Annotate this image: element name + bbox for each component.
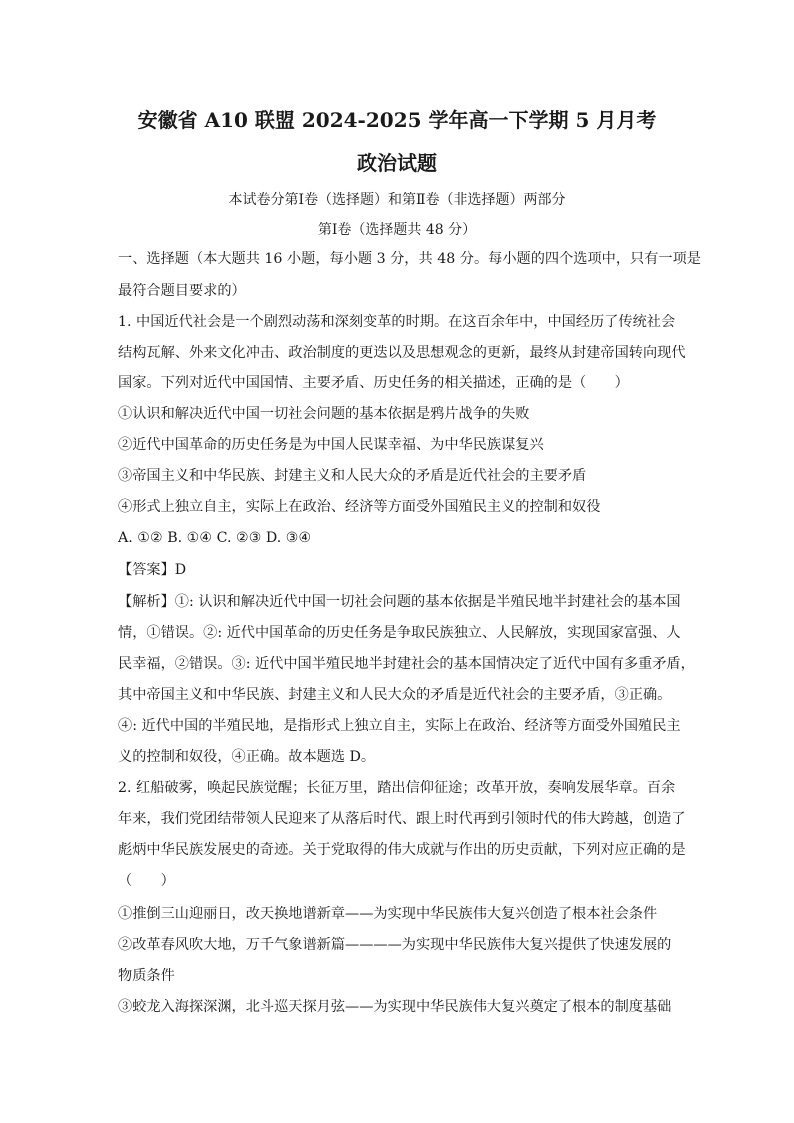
q1-explanation-line1: 【解析】①: 认识和解决近代中国一切社会问题的基本依据是半殖民地半封建社会的基本国	[118, 594, 681, 610]
document-subtitle: 政治试题	[357, 151, 437, 175]
document-title: 安徽省 A10 联盟 2024-2025 学年高一下学期 5 月月考	[137, 108, 657, 132]
intro-text: 本试卷分第Ⅰ卷（选择题）和第Ⅱ卷（非选择题）两部分	[228, 192, 566, 208]
section-heading-line1: 一、选择题（本大题共 16 小题，每小题 3 分，共 48 分。每小题的四个选项中，只有一项是	[118, 251, 701, 267]
q1-option-3: ③帝国主义和中华民族、封建主义和人民大众的矛盾是近代社会的主要矛盾	[118, 468, 587, 484]
q1-choices: A. ①② B. ①④ C. ②③ D. ③④	[118, 530, 312, 546]
q2-stem-line1: 2. 红船破雾，唤起民族觉醒；长征万里，踏出信仰征途；改革开放，奏响发展华章。百余	[118, 780, 676, 796]
q1-option-1: ①认识和解决近代中国一切社会问题的基本依据是鸦片战争的失败	[118, 406, 530, 422]
q1-option-4: ④形式上独立自主，实际上在政治、经济等方面受外国殖民主义的控制和奴役	[118, 499, 601, 515]
q2-stem-line3: 彪炳中华民族发展史的奇迹。关于党取得的伟大成就与作出的历史贡献，下列对应正确的是	[118, 842, 686, 858]
section-heading-line2: 最符合题目要求的）	[118, 283, 246, 299]
q2-option-2-line2: 物质条件	[118, 968, 175, 984]
q1-stem-line3: 国家。下列对近代中国国情、主要矛盾、历史任务的相关描述，正确的是（ ）	[118, 375, 629, 391]
q1-stem-line1: 1. 中国近代社会是一个剧烈动荡和深刻变革的时期。在这百余年中，中国经历了传统社会	[118, 314, 676, 330]
q2-option-3: ③蛟龙入海探深渊，北斗巡天探月弦——为实现中华民族伟大复兴奠定了根本的制度基础	[118, 999, 672, 1015]
q1-explanation-line4: 其中帝国主义和中华民族、封建主义和人民大众的矛盾是近代社会的主要矛盾，③正确。	[118, 687, 672, 703]
q2-option-1: ①推倒三山迎丽日，改天换地谱新章——为实现中华民族伟大复兴创造了根本社会条件	[118, 906, 658, 922]
q1-explanation-line6: 义的控制和奴役，④正确。故本题选 D。	[118, 749, 376, 765]
q2-stem-line4: （ ）	[118, 873, 175, 889]
q1-option-2: ②近代中国革命的历史任务是为中国人民谋幸福、为中华民族谋复兴	[118, 437, 544, 453]
part-heading: 第Ⅰ卷（选择题共 48 分）	[317, 222, 477, 238]
q1-explanation-line5: ④: 近代中国的半殖民地，是指形式上独立自主，实际上在政治、经济等方面受外国殖民主	[118, 718, 681, 734]
q1-explanation-line3: 民幸福，②错误。③: 近代中国半殖民地半封建社会的基本国情决定了近代中国有多重矛盾，	[118, 656, 695, 672]
q1-explanation-line2: 情，①错误。②: 近代中国革命的历史任务是争取民族独立、人民解放，实现国家富强、人	[118, 625, 681, 641]
q1-answer: 【答案】D	[118, 562, 187, 578]
q2-stem-line2: 年来，我们党团结带领人民迎来了从落后时代、跟上时代再到引领时代的伟大跨越，创造了	[118, 811, 686, 827]
q1-stem-line2: 结构瓦解、外来文化冲击、政治制度的更迭以及思想观念的更新，最终从封建帝国转向现代	[118, 345, 686, 361]
q2-option-2-line1: ②改革春风吹大地，万千气象谱新篇————为实现中华民族伟大复兴提供了快速发展的	[118, 937, 672, 953]
